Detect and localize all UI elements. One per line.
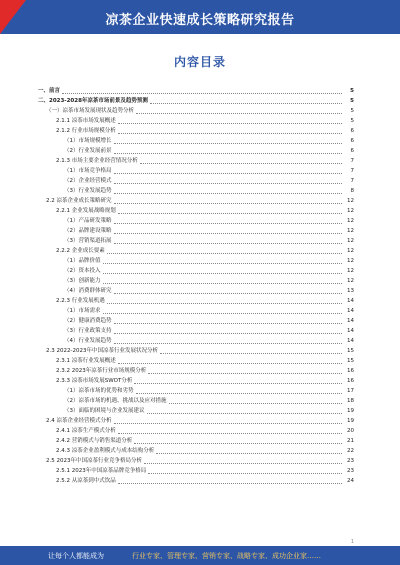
toc-entry-label: （4）行业发展趋势 (64, 338, 112, 344)
footer-banner (0, 546, 400, 565)
toc-entry[interactable] (38, 276, 354, 286)
toc-entry-page: 15 (347, 348, 354, 354)
toc-entry-label: 2.5 2023年中国凉茶行业竞争格局分析 (46, 458, 142, 464)
toc-leader-dots (114, 228, 343, 234)
toc-entry-page: 24 (347, 478, 354, 484)
toc-entry-page: 6 (350, 148, 354, 154)
toc-entry-page: 19 (347, 408, 354, 414)
toc-entry[interactable] (38, 126, 354, 136)
toc-entry-label: （4）消费群体研究 (64, 288, 112, 294)
toc-entry-label: 2.4.3 凉茶企业盈利模式与成本结构分析 (56, 448, 155, 454)
toc-leader-dots (169, 398, 342, 404)
toc-entry[interactable] (38, 386, 354, 396)
toc-leader-dots (148, 468, 342, 474)
toc-entry-page: 13 (347, 288, 354, 294)
toc-leader-dots (114, 168, 343, 174)
toc-entry-label: （3）行业发展趋势 (64, 188, 112, 194)
report-title: 凉茶企业快速成长策略研究报告 (105, 13, 295, 28)
toc-entry-label: （2）行业发展前景 (64, 148, 112, 154)
toc-entry[interactable] (38, 456, 354, 466)
toc-entry[interactable] (38, 476, 354, 486)
toc-leader-dots (107, 298, 342, 304)
toc-leader-dots (134, 378, 342, 384)
toc-leader-dots (114, 198, 343, 204)
toc-leader-dots (114, 218, 343, 224)
toc-entry-page: 5 (350, 88, 354, 94)
toc-leader-dots (147, 408, 342, 414)
toc-entry[interactable] (38, 326, 354, 336)
toc-leader-dots (114, 338, 343, 344)
toc-leader-dots (160, 348, 342, 354)
toc-entry-page: 14 (347, 298, 354, 304)
toc-leader-dots (114, 418, 343, 424)
toc-entry[interactable] (38, 336, 354, 346)
toc-leader-dots (62, 88, 342, 94)
toc-leader-dots (114, 178, 343, 184)
toc-entry-label: （2）品牌建设策略 (64, 228, 112, 234)
toc-entry-label: 一、前言 (38, 88, 61, 94)
toc-entry-label: （1）产品研发策略 (64, 218, 112, 224)
toc-leader-dots (107, 248, 342, 254)
toc-leader-dots (118, 478, 342, 484)
toc-entry[interactable] (38, 286, 354, 296)
toc-leader-dots (118, 428, 342, 434)
toc-entry-page: 18 (347, 398, 354, 404)
toc-entry[interactable] (38, 156, 354, 166)
toc-entry[interactable] (38, 426, 354, 436)
toc-entry-label: （2）资本投入 (64, 268, 101, 274)
toc-leader-dots (118, 208, 342, 214)
toc-entry-page: 21 (347, 438, 354, 444)
toc-entry-label: 二、2023-2028年凉茶市场前景及趋势预测 (38, 98, 148, 104)
toc-entry-label: （3）面临的困境与企业发展建议 (64, 408, 145, 414)
toc-entry[interactable] (38, 226, 354, 236)
toc-entry-page: 7 (350, 158, 354, 164)
toc-entry[interactable] (38, 236, 354, 246)
toc-entry-page: 14 (347, 328, 354, 334)
toc-entry[interactable] (38, 96, 354, 106)
toc-entry-page: 12 (347, 218, 354, 224)
toc-entry-page: 12 (347, 278, 354, 284)
toc-entry-page: 6 (350, 128, 354, 134)
toc-entry[interactable] (38, 406, 354, 416)
toc-entry[interactable] (38, 366, 354, 376)
toc-entry-page: 16 (347, 368, 354, 374)
toc-entry[interactable] (38, 396, 354, 406)
toc-entry-label: 2.3.2 2023年凉茶行业市场规模分析 (56, 368, 147, 374)
toc-leader-dots (103, 268, 343, 274)
toc-entry-page: 12 (347, 238, 354, 244)
report-header (0, 0, 400, 34)
toc-entry-label: 2.4.2 营销模式与销售渠道分析 (56, 438, 133, 444)
toc-entry-page: 7 (350, 178, 354, 184)
toc-leader-dots (114, 238, 343, 244)
toc-entry-page: 5 (350, 98, 354, 104)
footer-slogan: 让每个人都能成为 (48, 552, 104, 560)
toc-leader-dots (114, 138, 343, 144)
toc-entry-page: 12 (347, 198, 354, 204)
toc-entry-page: 7 (350, 168, 354, 174)
toc-entry-label: 2.1.3 市场主要企业经营情况分析 (56, 158, 138, 164)
toc-entry[interactable] (38, 176, 354, 186)
toc-entry-label: 2.5.2 从凉茶到中式饮品 (56, 478, 116, 484)
toc-leader-dots (150, 98, 342, 104)
table-of-contents (38, 86, 354, 486)
toc-entry[interactable] (38, 86, 354, 96)
toc-entry[interactable] (38, 216, 354, 226)
toc-entry-page: 12 (347, 268, 354, 274)
toc-entry-page: 5 (350, 108, 354, 114)
toc-entry[interactable] (38, 186, 354, 196)
toc-entry-label: 2.3.1 凉茶行业发展概述 (56, 358, 116, 364)
toc-entry-label: （一）凉茶市场发展现状及趋势分析 (46, 108, 135, 114)
toc-entry-label: 2.2.2 企业成长要素 (56, 248, 105, 254)
toc-leader-dots (134, 438, 342, 444)
toc-entry[interactable] (38, 116, 354, 126)
toc-entry[interactable] (38, 296, 354, 306)
toc-leader-dots (114, 148, 343, 154)
toc-entry[interactable] (38, 266, 354, 276)
toc-entry-page: 5 (350, 118, 354, 124)
toc-entry-label: （1）市场竞争格局 (64, 168, 112, 174)
toc-entry[interactable] (38, 466, 354, 476)
toc-entry-label: （2）企业经营模式 (64, 178, 112, 184)
toc-entry[interactable] (38, 356, 354, 366)
toc-entry[interactable] (38, 436, 354, 446)
toc-entry[interactable] (38, 196, 354, 206)
toc-entry-label: 2.2.1 企业发展战略规划 (56, 208, 116, 214)
toc-entry-page: 23 (347, 468, 354, 474)
toc-entry-page: 14 (347, 308, 354, 314)
toc-entry[interactable] (38, 346, 354, 356)
toc-entry-page: 8 (350, 188, 354, 194)
toc-entry-label: （2）健康消费趋势 (64, 318, 112, 324)
page-number: 1 (350, 539, 354, 545)
toc-entry-label: 2.1.2 行业市场规模分析 (56, 128, 116, 134)
toc-leader-dots (156, 448, 342, 454)
toc-entry[interactable] (38, 146, 354, 156)
footer-roles: 行业专家、管理专家、营销专家、战略专家、成功企业家…… (132, 552, 321, 560)
toc-entry-page: 12 (347, 208, 354, 214)
toc-entry[interactable] (38, 316, 354, 326)
toc-entry[interactable] (38, 206, 354, 216)
toc-entry[interactable] (38, 246, 354, 256)
toc-entry-page: 14 (347, 338, 354, 344)
toc-entry[interactable] (38, 306, 354, 316)
toc-entry-label: 2.4 凉茶企业经营模式分析 (46, 418, 112, 424)
toc-entry-label: （3）营销渠道拓展 (64, 238, 112, 244)
toc-leader-dots (136, 388, 342, 394)
toc-leader-dots (118, 118, 342, 124)
toc-entry-label: （3）创新能力 (64, 278, 101, 284)
toc-entry-page: 20 (347, 428, 354, 434)
toc-entry[interactable] (38, 416, 354, 426)
toc-leader-dots (118, 128, 342, 134)
toc-entry-page: 22 (347, 448, 354, 454)
toc-entry-label: 2.3 2022-2023年中国凉茶行业发展状况分析 (46, 348, 158, 354)
toc-heading: 内容目录 (173, 55, 226, 69)
toc-entry-page: 19 (347, 418, 354, 424)
toc-entry-page: 12 (347, 258, 354, 264)
toc-leader-dots (103, 308, 343, 314)
toc-entry-label: 2.1.1 凉茶市场发展概述 (56, 118, 116, 124)
toc-entry-label: （1）品牌价值 (64, 258, 101, 264)
toc-entry-label: （2）凉茶市场的机遇、挑战以及应对措施 (64, 398, 167, 404)
toc-entry[interactable] (38, 166, 354, 176)
toc-leader-dots (118, 358, 342, 364)
toc-entry-label: （1）市场规模增长 (64, 138, 112, 144)
toc-entry[interactable] (38, 136, 354, 146)
toc-leader-dots (114, 288, 343, 294)
toc-leader-dots (114, 188, 343, 194)
toc-entry-label: （3）行业政策支持 (64, 328, 112, 334)
toc-entry-label: 2.5.1 2023年中国凉茶品牌竞争格局 (56, 468, 147, 474)
toc-entry-page: 23 (347, 458, 354, 464)
toc-leader-dots (144, 458, 342, 464)
toc-entry-page: 6 (350, 138, 354, 144)
toc-leader-dots (140, 158, 342, 164)
toc-entry-page: 17 (347, 388, 354, 394)
toc-entry[interactable] (38, 106, 354, 116)
toc-entry-label: 2.4.1 凉茶生产模式分析 (56, 428, 116, 434)
toc-entry-label: 2.3.3 凉茶市场发展SWOT分析 (56, 378, 133, 384)
toc-entry[interactable] (38, 446, 354, 456)
toc-entry-label: （1）凉茶市场的优势和劣势 (64, 388, 134, 394)
toc-leader-dots (136, 108, 342, 114)
toc-entry-page: 15 (347, 358, 354, 364)
toc-leader-dots (103, 278, 343, 284)
toc-entry-label: 2.2 凉茶企业成长策略研究 (46, 198, 112, 204)
toc-leader-dots (114, 328, 343, 334)
toc-leader-dots (148, 368, 342, 374)
toc-entry-page: 12 (347, 228, 354, 234)
toc-entry[interactable] (38, 376, 354, 386)
toc-entry-label: （1）市场需求 (64, 308, 101, 314)
toc-entry-page: 16 (347, 378, 354, 384)
toc-entry[interactable] (38, 256, 354, 266)
toc-leader-dots (103, 258, 343, 264)
toc-entry-label: 2.2.3 行业发展机遇 (56, 298, 105, 304)
toc-entry-page: 12 (347, 248, 354, 254)
toc-leader-dots (114, 318, 343, 324)
toc-entry-page: 14 (347, 318, 354, 324)
